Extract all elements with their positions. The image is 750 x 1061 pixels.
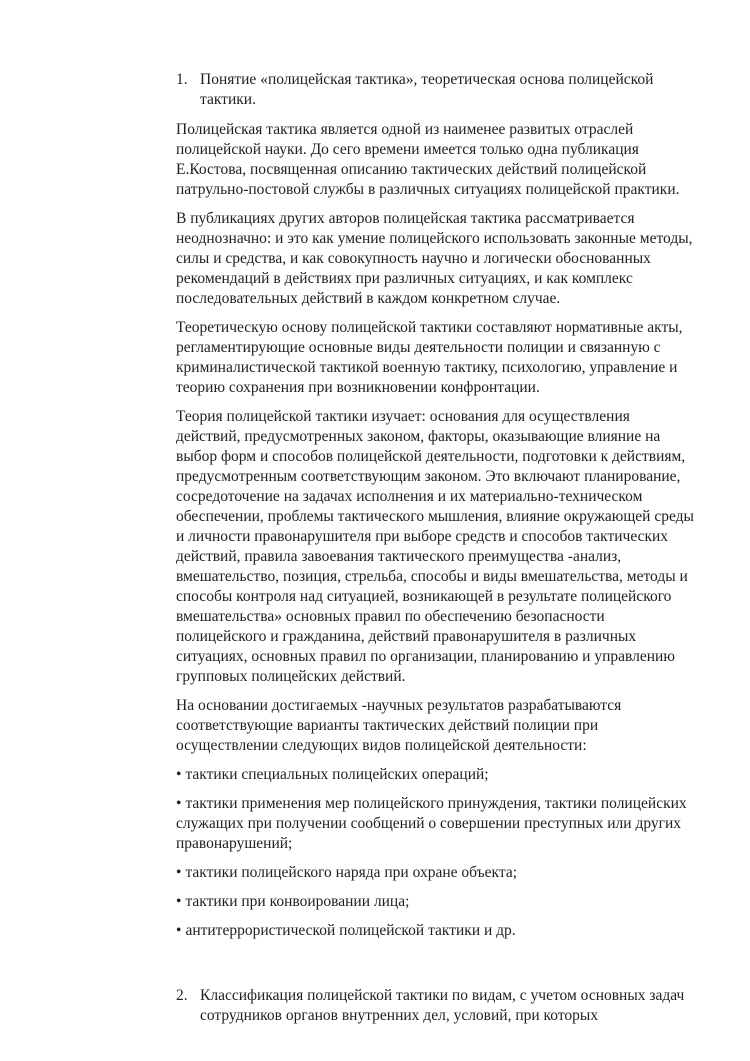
bullet-icon: • xyxy=(176,766,182,783)
numbered-item-text: Классификация полицейской тактики по видам, с учетом основных задач сотрудников органов внутренних дел, условий, при которых xyxy=(200,987,685,1024)
numbered-item-text: Понятие «полицейская тактика», теоретическая основа полицейской тактики. xyxy=(200,71,654,108)
list-item xyxy=(176,921,698,941)
list-item-text: тактики специальных полицейских операций; xyxy=(185,766,489,783)
bullet-icon: • xyxy=(176,864,182,881)
list-item-text: тактики при конвоировании лица; xyxy=(185,893,410,910)
list-item xyxy=(176,892,698,912)
paragraph: На основании достигаемых -научных результатов разрабатываются соответствующие варианты тактических действий полиции при осуществлении следующих видов полицейской деятельности: xyxy=(176,697,622,754)
numbered-item-1 xyxy=(176,70,698,110)
bullet-icon: • xyxy=(176,893,182,910)
paragraph: Полицейская тактика является одной из наименее развитых отраслей полицейской науки. До сего времени имеется только одна публикация Е.Костова, посвященная описанию тактических действий полицейской патрульно-постовой службы в различных ситуациях полицейской практики. xyxy=(176,121,680,198)
list-item xyxy=(176,794,698,854)
document-content xyxy=(176,70,698,1036)
list-number: 1. xyxy=(176,71,188,88)
paragraph: Теория полицейской тактики изучает: основания для осуществления действий, предусмотренных законом, факторы, оказывающие влияние на выбор форм и способов полицейской деятельности, подготовки к действиям, предусмотренным соответствующим законом. Это включают планирование, сосредоточение на задачах исполнения и их материально-техническом обеспечении, проблемы тактического мышления, влияние окружающей среды и личности правонарушителя при выборе средств и способов тактических действий, правила завоевания тактического преимущества -анализ, вмешательство, позиция, стрельба, способы и виды вмешательства, методы и способы контроля над ситуацией, возникающей в результате полицейского вмешательства» основных правил по обеспечению безопасности полицейского и гражданина, действий правонарушителя в различных ситуациях, основных правил по организации, планированию и управлению групповых полицейских действий. xyxy=(176,408,694,685)
list-number: 2. xyxy=(176,987,188,1004)
list-item xyxy=(176,765,698,785)
list-item-text: тактики применения мер полицейского принуждения, тактики полицейских служащих при получении сообщений о совершении преступных или других правонарушений; xyxy=(176,795,687,852)
list-item xyxy=(176,863,698,883)
list-item-text: антитеррористической полицейской тактики и др. xyxy=(185,922,516,939)
section-spacer xyxy=(176,950,698,986)
paragraph: В публикациях других авторов полицейская тактика рассматривается неоднозначно: и это как умение полицейского использовать законные методы, силы и средства, и как совокупность научно и логически обоснованных рекомендаций в действиях при различных ситуациях, и как комплекс последовательных действий в каждом конкретном случае. xyxy=(176,210,693,307)
bullet-icon: • xyxy=(176,795,182,812)
list-item-text: тактики полицейского наряда при охране объекта; xyxy=(185,864,518,881)
bullet-icon: • xyxy=(176,922,182,939)
numbered-item-2 xyxy=(176,986,698,1026)
paragraph: Теоретическую основу полицейской тактики составляют нормативные акты, регламентирующие основные виды деятельности полиции и связанную с криминалистической тактикой военную тактику, психологию, управление и теорию сохранения при возникновении конфронтации. xyxy=(176,319,683,396)
